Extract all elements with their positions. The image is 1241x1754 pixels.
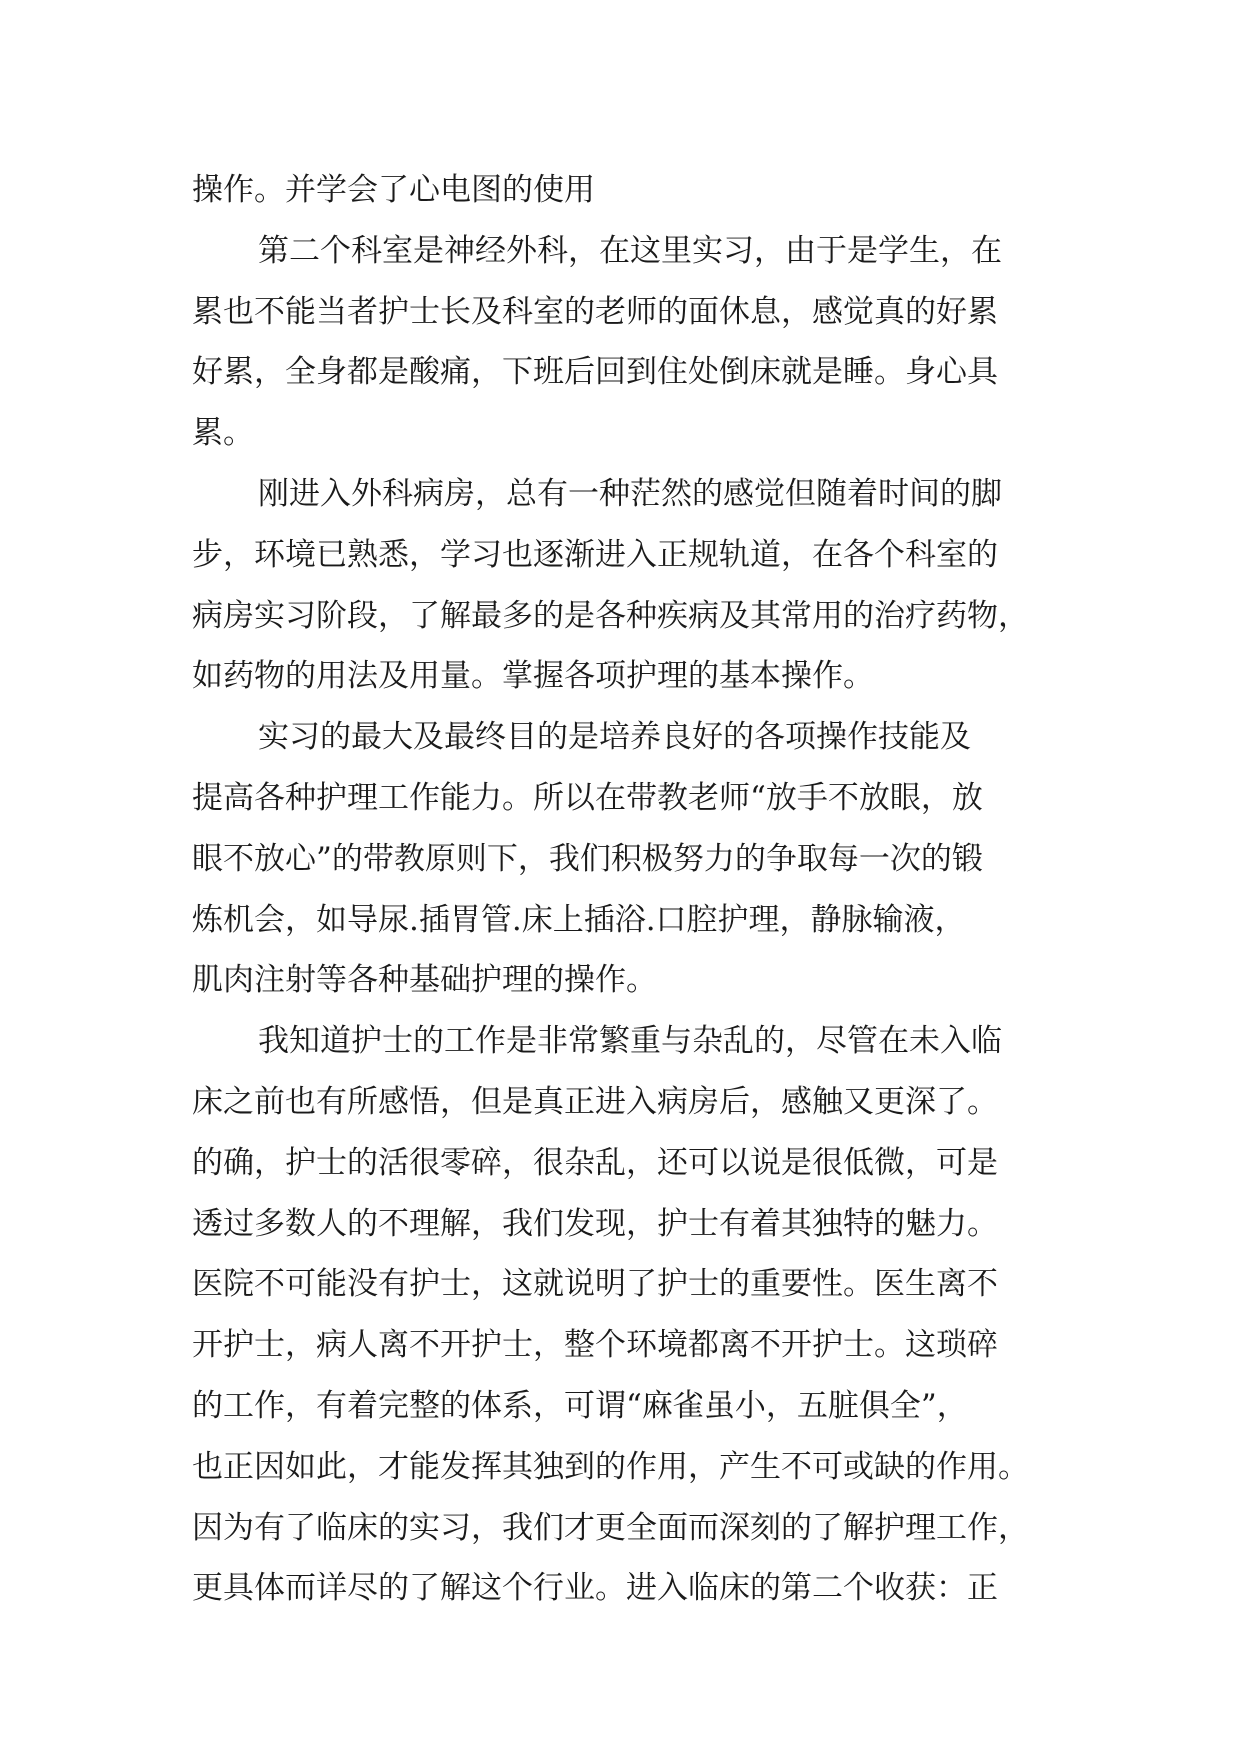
text-line: 病房实习阶段，了解最多的是各种疾病及其常用的治疗药物， — [192, 597, 1029, 634]
text-line: 的确，护士的活很零碎，很杂乱，还可以说是很低微，可是 — [192, 1144, 998, 1181]
text-line: 操作。并学会了心电图的使用 — [192, 172, 595, 208]
text-line: 刚进入外科病房，总有一种茫然的感觉但随着时间的脚 — [258, 475, 1002, 512]
text-line: 累。 — [192, 415, 254, 452]
text-line: 累也不能当者护士长及科室的老师的面休息，感觉真的好累 — [192, 293, 998, 330]
text-line: 医院不可能没有护士，这就说明了护士的重要性。医生离不 — [192, 1266, 998, 1303]
text-line: 好累，全身都是酸痛，下班后回到住处倒床就是睡。身心具 — [192, 354, 998, 391]
text-line: 我知道护士的工作是非常繁重与杂乱的，尽管在未入临 — [258, 1023, 1002, 1060]
text-line: 的工作，有着完整的体系，可谓“麻雀虽小，五脏俱全”， — [192, 1387, 968, 1424]
text-line: 透过多数人的不理解，我们发现，护士有着其独特的魅力。 — [192, 1205, 998, 1242]
text-line: 步，环境已熟悉，学习也逐渐进入正规轨道，在各个科室的 — [192, 536, 998, 573]
text-line: 第二个科室是神经外科，在这里实习，由于是学生，在 — [258, 232, 1002, 269]
text-line: 肌肉注射等各种基础护理的操作。 — [192, 962, 657, 999]
text-line: 实习的最大及最终目的是培养良好的各项操作技能及 — [258, 719, 971, 756]
text-line: 眼不放心”的带教原则下，我们积极努力的争取每一次的锻 — [192, 840, 983, 877]
text-line: 也正因如此，才能发挥其独到的作用，产生不可或缺的作用。 — [192, 1448, 1029, 1485]
text-line: 炼机会，如导尿.插胃管.床上插浴.口腔护理，静脉输液， — [192, 901, 966, 938]
text-line: 提高各种护理工作能力。所以在带教老师“放手不放眼，放 — [192, 779, 983, 816]
text-line: 更具体而详尽的了解这个行业。进入临床的第二个收获：正 — [192, 1570, 998, 1607]
document-body — [192, 160, 1092, 1619]
text-line: 因为有了临床的实习，我们才更全面而深刻的了解护理工作， — [192, 1509, 1029, 1546]
text-line: 床之前也有所感悟，但是真正进入病房后，感触又更深了。 — [192, 1083, 998, 1120]
text-line: 如药物的用法及用量。掌握各项护理的基本操作。 — [192, 658, 874, 695]
text-line: 开护士，病人离不开护士，整个环境都离不开护士。这琐碎 — [192, 1327, 998, 1364]
